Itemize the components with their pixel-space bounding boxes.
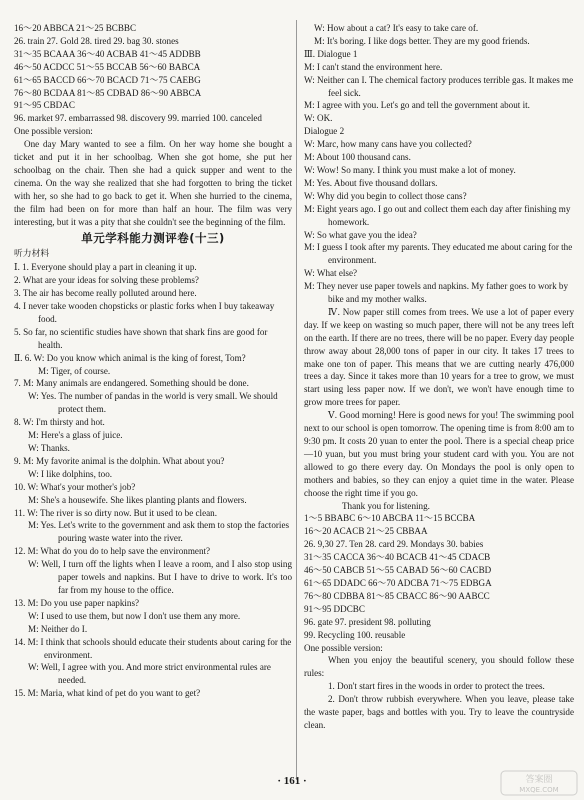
- script-line: W: Why did you begin to collect those cans?: [304, 190, 467, 201]
- answer-line: 91～95 DDCBC: [304, 603, 365, 614]
- script-line: M: They never use paper towels and napkins. My father goes to work by bike and my mother walks.: [304, 281, 568, 305]
- script-line: M: She's a housewife. She likes planting plants and flowers.: [28, 494, 247, 505]
- script-line: W: Well, I turn off the lights when I leave a room, and I also stop using paper towels and napkins. But I have to drive to work. It's too far from my house to the office.: [28, 559, 292, 595]
- script-line: 15. M: Maria, what kind of pet do you want to get?: [14, 688, 201, 699]
- script-line: W: Marc, how many cans have you collected?: [304, 139, 472, 150]
- right-column: [304, 22, 574, 732]
- essay-rule-2: 2. Don't throw rubbish everywhere. When you leave, please take the waste paper, bags and bottles with you. Try to leave the countryside clean.: [304, 694, 574, 730]
- essay-rule-1: 1. Don't start fires in the woods in order to protect the trees.: [328, 681, 545, 692]
- column-divider: [296, 20, 297, 780]
- watermark-logo: [500, 770, 578, 796]
- section-title: 单元学科能力测评卷(十三): [81, 230, 225, 245]
- script-line: 14. M: I think that schools should educate their students about caring for the environment.: [14, 636, 292, 660]
- script-line: W: How about a cat? It's easy to take care of.: [314, 23, 479, 33]
- script-line: M: I can't stand the environment here.: [304, 61, 443, 72]
- script-line: 11. W: The river is so dirty now. But it used to be clean.: [14, 507, 217, 518]
- script-line: M: It's boring. I like dogs better. They are my good friends.: [314, 35, 530, 46]
- script-line: W: Wow! So many. I think you must make a lot of money.: [304, 164, 516, 175]
- answer-line: 26. 9,30 27. Ten 28. card 29. Mondays 30. babies: [304, 539, 484, 550]
- page-number: · 161 ·: [277, 775, 307, 787]
- answer-line: 96. gate 97. president 98. polluting: [304, 616, 431, 627]
- script-line: M: Tiger, of course.: [38, 365, 111, 376]
- answer-line: One possible version:: [304, 642, 383, 653]
- script-line: W: OK.: [304, 113, 333, 124]
- passage-five: Ⅴ. Good morning! Here is good news for you! The swimming pool next to our school is open tomorrow. The opening time is from 8:00 am to 9:30 pm. It costs 20 yuan to enter the pool. There is a special cheap price—10 yuan, but you must bring your student card with you. You are not allowed to go there every day. On Mondays the pool is only open to mothers and babies, so they can enjoy a quiet time in the water. Please choose the right time if you go.: [304, 410, 574, 498]
- answer-line: 46～50 CABCB 51～55 CABAD 56～60 CACBD: [304, 565, 492, 576]
- answer-line: 46～50 ACDCC 51～55 BCCAB 56～60 BABCA: [14, 61, 201, 72]
- script-line: M: Yes. Let's write to the government and ask them to stop the factories pouring waste water into the river.: [28, 520, 290, 544]
- script-line: Dialogue 2: [304, 126, 345, 137]
- script-line: M: Here's a glass of juice.: [28, 430, 123, 441]
- script-line: M: Eight years ago. I go out and collect them each day after finishing my homework.: [304, 203, 571, 227]
- script-line: W: I like dolphins, too.: [28, 468, 113, 479]
- script-line: Ⅱ. 6. W: Do you know which animal is the king of forest, Tom?: [14, 352, 246, 363]
- script-line: 3. The air has become really polluted around here.: [14, 288, 197, 299]
- essay-intro: When you enjoy the beautiful scenery, you should follow these rules:: [304, 655, 574, 679]
- svg-text:答案圈: 答案圈: [525, 775, 553, 785]
- answer-line: 76～80 BCDAA 81～85 CDBAD 86～90 ABBCA: [14, 87, 202, 98]
- script-line: W: I used to use them, but now I don't use them any more.: [28, 610, 241, 621]
- answer-line: 61～65 DDADC 66～70 ADCBA 71～75 EDBGA: [304, 577, 492, 588]
- script-line: 7. M: Many animals are endangered. Something should be done.: [14, 378, 249, 389]
- answer-line: 16～20 ABBCA 21～25 BCBBC: [14, 23, 137, 33]
- left-column: [14, 22, 292, 700]
- script-line: M: Neither do I.: [28, 623, 88, 634]
- script-line: W: Well, I agree with you. And more strict environmental rules are needed.: [28, 662, 271, 686]
- sample-essay: One day Mary wanted to see a film. On her way home she bought a ticket and put it in her schoolbag. When she got home, she put her schoolbag on the chair. Then she had a quick supper and went to the cinema. On the way she realized that she had forgotten to bring the ticket with her, so she had to go back to get it. When she hurried to the cinema, the film had been on for more than half an hour. The film was very interesting, but it was a pity that she couldn't see the beginning of the film.: [14, 139, 292, 227]
- script-line: 9. M: My favorite animal is the dolphin. What about you?: [14, 455, 225, 466]
- script-line: Ⅲ. Dialogue 1: [304, 48, 358, 59]
- answer-line: 96. market 97. embarrassed 98. discovery 99. married 100. canceled: [14, 113, 262, 124]
- script-line: 12. M: What do you do to help save the environment?: [14, 546, 211, 557]
- answer-line: 76～80 CDBBA 81～85 CBACC 86～90 AABCC: [304, 590, 490, 601]
- script-line: M: I guess I took after my parents. They educated me about caring for the environment.: [304, 242, 573, 266]
- script-line: 13. M: Do you use paper napkins?: [14, 597, 140, 608]
- script-line: M: Yes. About five thousand dollars.: [304, 177, 438, 188]
- svg-text:MXQE.COM: MXQE.COM: [519, 786, 559, 794]
- script-line: 4. I never take wooden chopsticks or plastic forks when I buy takeaway food.: [14, 301, 275, 324]
- answer-line: One possible version:: [14, 126, 93, 137]
- answer-line: 31～35 CACCA 36～40 BCACB 41～45 CDACB: [304, 552, 491, 563]
- answer-line: 26. train 27. Gold 28. tired 29. bag 30. stones: [14, 35, 179, 46]
- script-line: W: What else?: [304, 268, 358, 279]
- answer-line: 31～35 BCAAA 36～40 ACBAB 41～45 ADDBB: [14, 48, 201, 59]
- thanks-line: Thank you for listening.: [342, 500, 430, 511]
- script-line: 10. W: What's your mother's job?: [14, 481, 136, 492]
- answer-line: 61～65 BACCD 66～70 BCACD 71～75 CAEBG: [14, 74, 201, 85]
- script-line: 8. W: I'm thirsty and hot.: [14, 417, 105, 428]
- script-line: W: Thanks.: [28, 443, 70, 453]
- script-line: W: Neither can I. The chemical factory produces terrible gas. It makes me feel sick.: [304, 74, 574, 98]
- script-line: Ⅰ. 1. Everyone should play a part in cleaning it up.: [14, 262, 197, 273]
- script-line: 5. So far, no scientific studies have shown that shark fins are good for health.: [14, 326, 268, 350]
- answer-line: 1～5 BBABC 6～10 ABCBA 11～15 BCCBA: [304, 513, 476, 524]
- answer-line: 16～20 ACACB 21～25 CBBAA: [304, 526, 428, 537]
- answer-line: 91～95 CBDAC: [14, 100, 75, 111]
- answer-line: 99. Recycling 100. reusable: [304, 629, 406, 640]
- script-line: W: So what gave you the idea?: [304, 229, 417, 240]
- script-line: M: I agree with you. Let's go and tell the government about it.: [304, 100, 530, 111]
- listening-heading: 听力材料: [14, 249, 50, 260]
- passage-four: Ⅳ. Now paper still comes from trees. We use a lot of paper every day. If we keep on wasting so much paper, there will not be any trees left on the earth. If there are no trees, there will be no paper. Every day people throw away about 28,000 tons of paper in our city. It takes 17 trees to make one ton of paper. This means that we are cutting nearly 476,000 trees a day. Since it takes more than 10 years for a tree to grow, we must start using less paper now. If we don't, we won't have enough time to grow more trees for paper.: [304, 306, 574, 408]
- script-line: W: Yes. The number of pandas in the world is very small. We should protect them.: [28, 391, 278, 415]
- script-line: 2. What are your ideas for solving these problems?: [14, 275, 199, 286]
- script-line: M: About 100 thousand cans.: [304, 152, 411, 163]
